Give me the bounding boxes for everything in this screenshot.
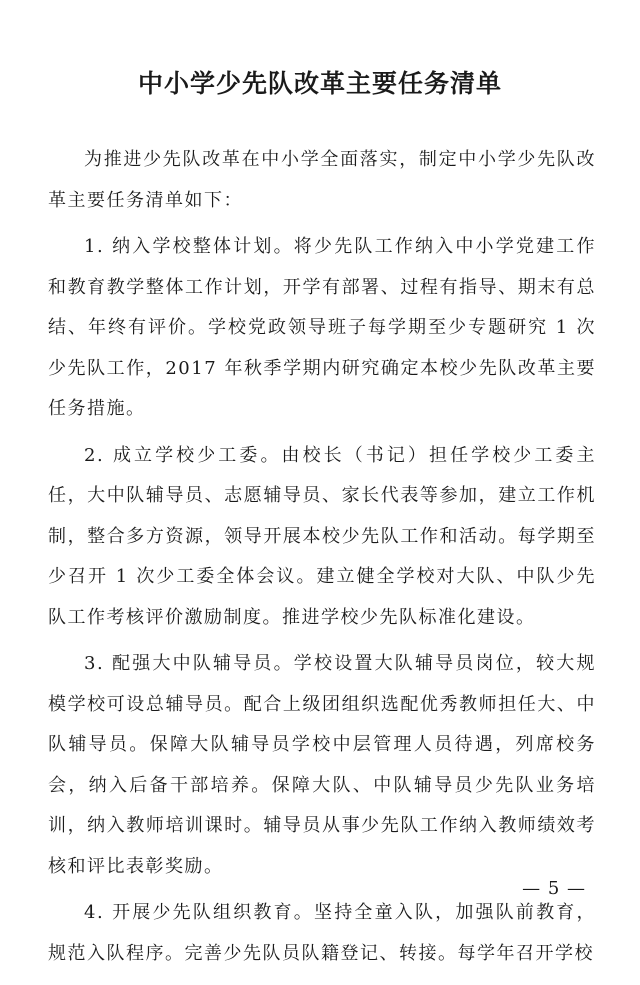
- page-number: — 5 —: [522, 878, 586, 899]
- task-paragraph-2: 2. 成立学校少工委。由校长（书记）担任学校少工委主任，大中队辅导员、志愿辅导员、家长代表等参加，建立工作机制，整合多方资源，领导开展本校少先队工作和活动。每学期至少召开 1 次少工委全体会议。建立健全学校对大队、中队少先队工作考核评价激励制度。推进学校少先队标准化建设。: [48, 444, 596, 628]
- task-paragraph-1: 1. 纳入学校整体计划。将少先队工作纳入中小学党建工作和教育教学整体工作计划，开学有部署、过程有指导、期末有总结、年终有评价。学校党政领导班子每学期至少专题研究 1 次少先队工作，2017 年秋季学期内研究确定本校少先队改革主要任务措施。: [48, 236, 596, 419]
- task-paragraph-3: 3. 配强大中队辅导员。学校设置大队辅导员岗位，较大规模学校可设总辅导员。配合上级团组织选配优秀教师担任大、中队辅导员。保障大队辅导员学校中层管理人员待遇，列席校务会，纳入后备干部培养。保障大队、中队辅导员少先队业务培训，纳入教师培训课时。辅导员从事少先队工作纳入教师绩效考核和评比表彰奖励。: [48, 653, 596, 877]
- intro-paragraph: 为推进少先队改革在中小学全面落实，制定中小学少先队改革主要任务清单如下：: [48, 149, 596, 211]
- task-paragraph-4: 4. 开展少先队组织教育。坚持全童入队，加强队前教育，规范入队程序。完善少先队员队籍登记、转接。每学年召开学校: [48, 902, 596, 964]
- document-title: 中小学少先队改革主要任务清单: [137, 69, 502, 98]
- document-body: [48, 140, 596, 980]
